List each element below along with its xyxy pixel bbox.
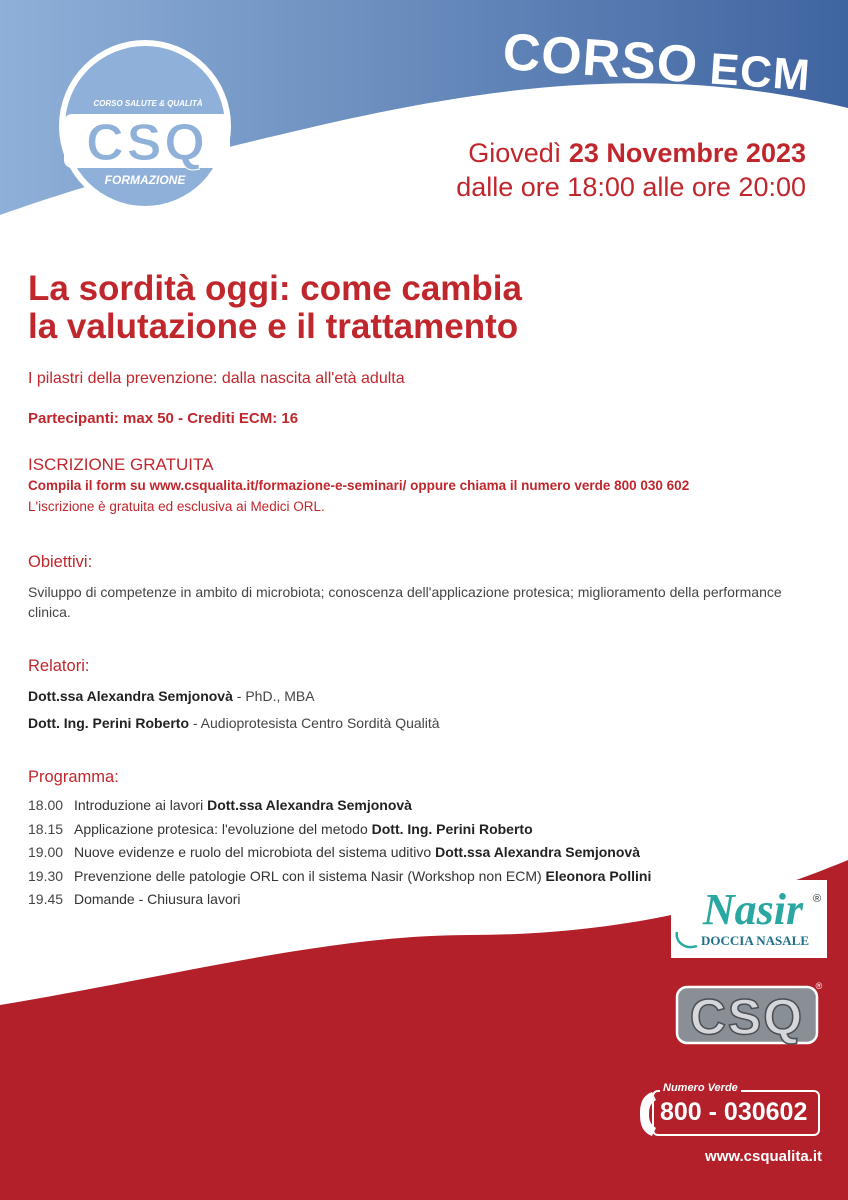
speaker-role: - PhD., MBA: [236, 688, 315, 704]
program-time: 19.45: [28, 891, 64, 907]
participants-credits: Partecipanti: max 50 - Crediti ECM: 16: [28, 410, 299, 427]
nasir-registered: ®: [812, 893, 822, 905]
program-time: 18.00: [28, 797, 64, 813]
nasir-tagline: DOCCIA NASALE: [701, 933, 809, 948]
registration-note: L'iscrizione è gratuita ed esclusiva ai Medici ORL.: [28, 499, 325, 514]
website-link[interactable]: www.csqualita.it: [705, 1148, 822, 1165]
speaker-name: Dott. Ing. Perini Roberto: [28, 715, 189, 731]
program-time: 18.15: [28, 820, 64, 837]
program-speaker: Dott. Ing. Perini Roberto: [371, 820, 533, 837]
program-text: Prevenzione delle patologie ORL con il sistema Nasir (Workshop non ECM): [74, 867, 542, 884]
numero-verde-box: [638, 1082, 822, 1144]
csq-footer-text: CSQ: [689, 989, 805, 1045]
nasir-brand: Nasir: [702, 885, 804, 934]
program-item: [28, 797, 788, 821]
speaker-role: - Audioprotesista Centro Sordità Qualità: [192, 715, 440, 731]
event-date: [456, 136, 806, 204]
ecm-text: ECM: [708, 44, 813, 101]
numero-verde-label: Numero Verde: [660, 1082, 741, 1094]
program-speaker: Eleonora Pollini: [545, 867, 652, 884]
program-item: [28, 821, 788, 845]
program-item: [28, 844, 788, 868]
registration-instructions: Compila il form su www.csqualita.it/formazione-e-seminari/ oppure chiama il numero verde 800 030 602: [28, 478, 690, 493]
program-speaker: Dott.ssa Alexandra Semjonovà: [435, 844, 640, 860]
logo-main-text: CSQ: [86, 114, 208, 172]
speaker-item: [28, 688, 315, 704]
objectives-text: Sviluppo di competenze in ambito di microbiota; conoscenza dell'applicazione protesica; miglioramento della performance clinica.: [28, 584, 782, 620]
program-text: Nuove evidenze e ruolo del microbiota del sistema uditivo: [74, 844, 432, 860]
program-label: Programma:: [28, 768, 119, 786]
program-time: 19.30: [28, 867, 64, 884]
event-hours: dalle ore 18:00 alle ore 20:00: [456, 172, 806, 202]
event-day: Giovedì: [468, 138, 562, 168]
nasir-logo: [671, 880, 827, 958]
event-date-value: 23 Novembre 2023: [568, 138, 806, 168]
title-line-1: La sordità oggi: come cambia: [28, 269, 522, 308]
program-speaker: Dott.ssa Alexandra Semjonovà: [207, 797, 412, 813]
registration-heading: ISCRIZIONE GRATUITA: [28, 455, 214, 474]
program-text: Introduzione ai lavori: [74, 797, 204, 813]
program-text: Applicazione protesica: l'evoluzione del metodo: [74, 820, 368, 837]
corso-text: CORSO: [500, 22, 701, 95]
speaker-item: [28, 715, 440, 731]
title-line-2: la valutazione e il trattamento: [28, 307, 519, 346]
csq-formazione-logo: [50, 38, 245, 213]
logo-bottom-text: FORMAZIONE: [104, 173, 186, 187]
csq-footer-registered: ®: [815, 981, 823, 991]
course-subtitle: I pilastri della prevenzione: dalla nascita all'età adulta: [28, 370, 405, 387]
numero-verde-value: 800 - 030602: [660, 1098, 808, 1126]
course-title: [28, 270, 628, 346]
logo-top-text: CORSO SALUTE & QUALITÀ: [93, 99, 203, 108]
phone-icon: [638, 1090, 658, 1138]
objectives-label: Obiettivi:: [28, 553, 93, 571]
csq-footer-logo: [673, 975, 825, 1057]
program-text: Domande - Chiusura lavori: [74, 891, 241, 907]
speakers-label: Relatori:: [28, 657, 90, 675]
program-time: 19.00: [28, 844, 64, 860]
speaker-name: Dott.ssa Alexandra Semjonovà: [28, 688, 233, 704]
